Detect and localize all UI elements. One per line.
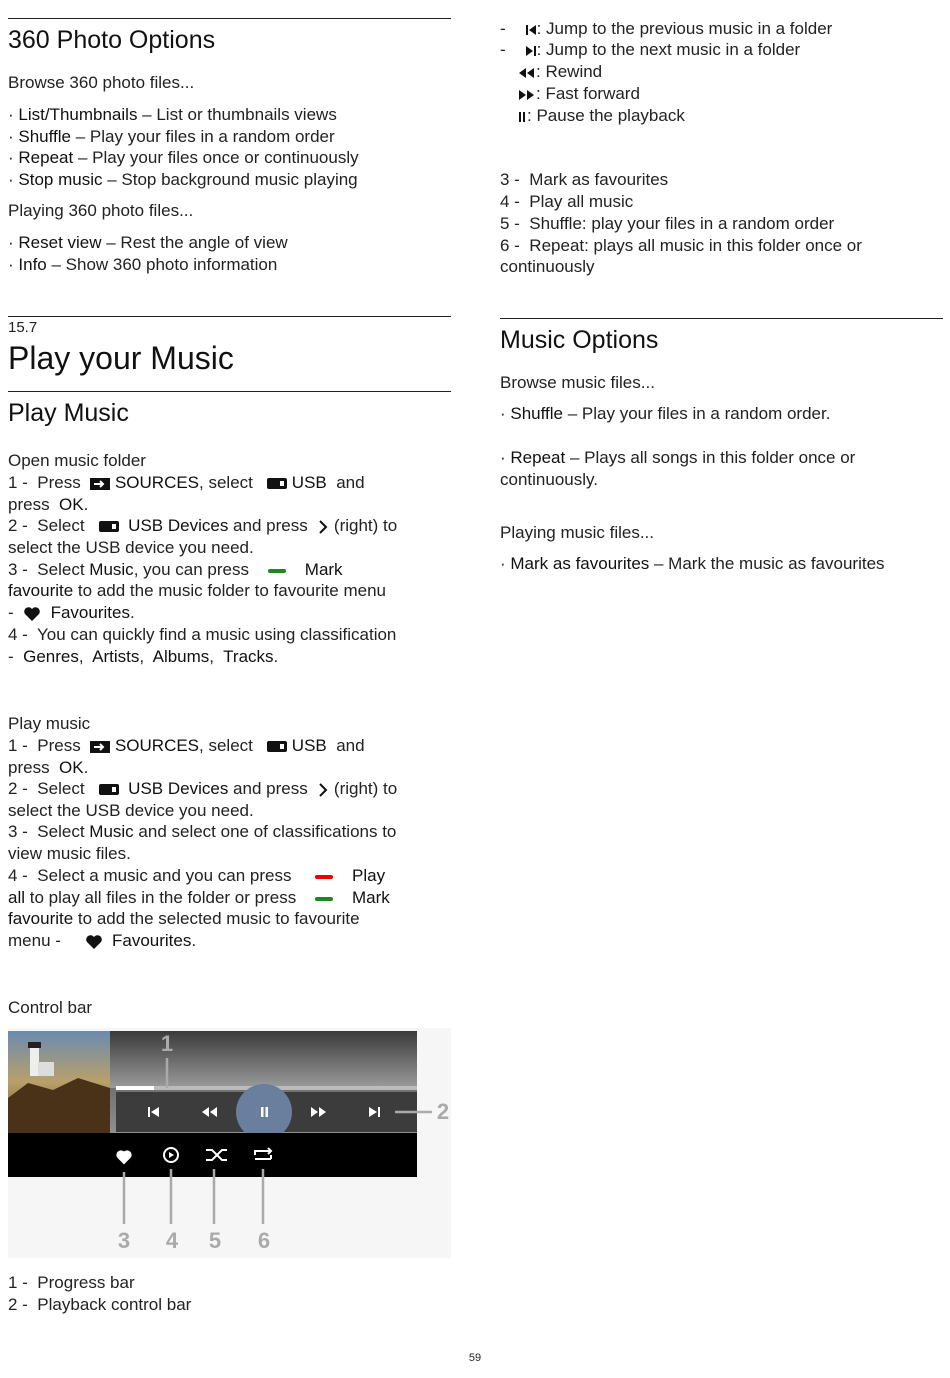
lighthouse-thumbnail [8,1031,110,1133]
control-item: : Fast forward [518,83,640,105]
list-item: · Repeat – Plays all songs in this folder once or [500,448,856,467]
step-line: press OK. [8,495,89,514]
list-item: · Repeat – Play your files once or continuously [8,148,359,167]
step-line: 4 - You can quickly find a music using classification [8,625,397,644]
green-key-icon [315,897,333,901]
divider [8,391,451,392]
playing-label: Playing music files... [500,523,654,542]
control-bar-illustration [8,1028,451,1258]
step-line: 3 - Select Music, you can press Mark [8,560,343,579]
sources-icon [90,478,110,490]
browse-label: Browse music files... [500,373,655,392]
step-line: 1 - Press SOURCES, select USB and [8,736,365,755]
numbered-item: 6 - Repeat: plays all music in this folder once or [500,236,862,255]
divider [500,318,943,319]
list-item: · Reset view – Rest the angle of view [8,233,288,252]
callout-2: 2 [436,1099,450,1124]
section-number: 15.7 [8,319,38,336]
play-heading: Play music [8,714,91,733]
control-bar-label: Control bar [8,998,93,1017]
usb-icon [99,784,119,795]
list-item: · Mark as favourites – Mark the music as favourites [500,554,885,573]
red-key-icon [315,875,333,879]
usb-icon [267,478,287,489]
divider [8,18,451,19]
fast-forward-icon [518,90,536,100]
previous-icon [525,25,537,35]
step-line: select the USB device you need. [8,538,254,557]
step-line: - Favourites. [8,603,135,622]
numbered-item: 3 - Mark as favourites [500,170,669,189]
callout-1: 1 [160,1031,174,1056]
step-line: view music files. [8,844,131,863]
control-item: : Pause the playback [518,105,685,127]
numbered-item: 5 - Shuffle: play your files in a random order [500,214,835,233]
play-music-title: Play Music [8,399,129,427]
page-number: 59 [468,1352,482,1364]
numbered-item: 4 - Play all music [500,192,634,211]
step-line: 2 - Select USB Devices and press (right) to [8,516,398,535]
list-item-cont: continuously. [500,470,598,489]
step-line: all to play all files in the folder or press Mark [8,888,390,907]
usb-icon [99,521,119,532]
green-key-icon [268,569,286,573]
step-line: favourite to add the selected music to favourite [8,909,360,928]
list-item: · List/Thumbnails – List or thumbnails views [8,105,337,124]
control-item: - : Jump to the previous music in a folder [500,19,833,38]
chevron-right-icon [317,783,329,797]
open-folder-heading: Open music folder [8,451,146,470]
rewind-icon [518,68,536,78]
heart-icon [85,934,103,950]
legend-item: 2 - Playback control bar [8,1295,192,1314]
numbered-item-cont: continuously [500,257,595,276]
step-line: 4 - Select a music and you can press Play [8,866,386,885]
step-line: 2 - Select USB Devices and press (right) to [8,779,398,798]
heart-icon [23,606,41,622]
pause-highlight [236,1084,292,1140]
step-line: select the USB device you need. [8,801,254,820]
music-options-title: Music Options [500,326,659,354]
callout-3: 3 [117,1228,131,1253]
list-item: · Shuffle – Play your files in a random order [8,127,335,146]
divider [8,316,451,317]
legend-item: 1 - Progress bar [8,1273,135,1292]
control-item: : Rewind [518,61,602,83]
section-title: Play your Music [8,340,234,376]
browse-label: Browse 360 photo files... [8,73,195,92]
step-line: 3 - Select Music and select one of classifications to [8,822,397,841]
pause-icon [518,112,527,122]
chevron-right-icon [317,520,329,534]
playing-label: Playing 360 photo files... [8,201,194,220]
step-line: favourite to add the music folder to favourite menu [8,581,386,600]
callout-6: 6 [257,1228,271,1253]
callout-5: 5 [208,1228,222,1253]
control-item: - : Jump to the next music in a folder [500,40,801,59]
photo-options-title: 360 Photo Options [8,26,216,54]
step-line: menu - Favourites. [8,931,197,950]
step-line: press OK. [8,758,89,777]
next-icon [525,46,537,56]
usb-icon [267,741,287,752]
progress-fill [116,1086,154,1090]
options-bar [8,1133,417,1177]
sources-icon [90,741,110,753]
list-item: · Info – Show 360 photo information [8,255,278,274]
list-item: · Stop music – Stop background music playing [8,170,358,189]
callout-4: 4 [165,1228,179,1253]
step-line: 1 - Press SOURCES, select USB and [8,473,365,492]
step-line: - Genres, Artists, Albums, Tracks. [8,647,279,666]
list-item: · Shuffle – Play your files in a random order. [500,404,831,423]
